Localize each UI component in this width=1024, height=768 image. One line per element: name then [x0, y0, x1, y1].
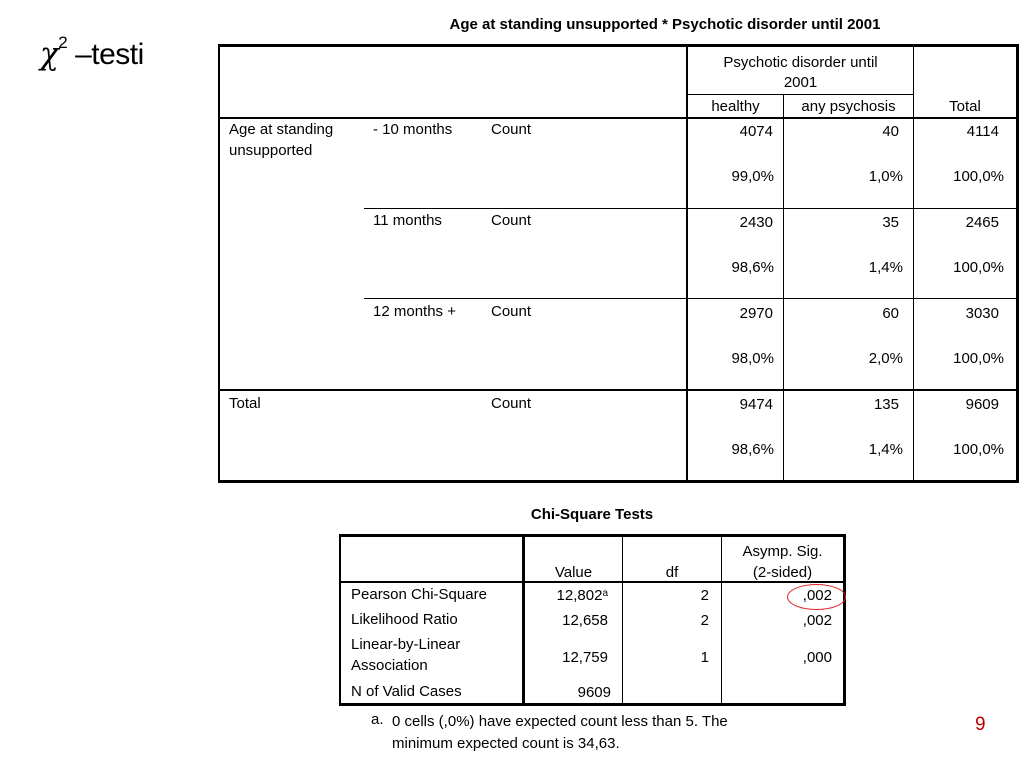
- cell-count-psychosis: 40: [882, 123, 899, 140]
- test-label-line2: Association: [351, 657, 428, 674]
- row-variable-label-line2: unsupported: [229, 142, 313, 159]
- cell-count-healthy: 4074: [739, 123, 773, 140]
- row-stat: Count: [491, 303, 532, 320]
- test-label: Pearson Chi-Square: [351, 586, 487, 603]
- test-sig: ,002: [802, 587, 832, 604]
- col-header-sig-line2: (2-sided): [752, 564, 813, 581]
- group-header-line2: 2001: [783, 74, 818, 91]
- cell-count-psychosis: 60: [882, 305, 899, 322]
- row-stat: Count: [491, 121, 532, 138]
- col-header-healthy: healthy: [711, 98, 760, 115]
- footnote-line1: 0 cells (,0%) have expected count less than 5. The: [392, 713, 728, 730]
- total-pct-psychosis: 1,4%: [868, 441, 903, 458]
- cell-count-total: 2465: [965, 214, 999, 231]
- cell-pct-healthy: 98,0%: [731, 350, 774, 367]
- col-header-df: df: [665, 564, 679, 581]
- row-variable-label-line1: Age at standing: [229, 121, 334, 138]
- title-text: –testi: [67, 38, 144, 71]
- cell-pct-healthy: 99,0%: [731, 168, 774, 185]
- cell-pct-total: 100,0%: [953, 259, 1004, 276]
- highlight-circle: [787, 584, 846, 610]
- cell-pct-healthy: 98,6%: [731, 259, 774, 276]
- test-value: 12,658: [562, 612, 608, 629]
- test-label: N of Valid Cases: [351, 683, 462, 700]
- row-stat: Count: [491, 212, 532, 229]
- footnote-line2: minimum expected count is 34,63.: [392, 735, 620, 752]
- crosstab-caption: Age at standing unsupported * Psychotic disorder until 2001: [449, 16, 881, 33]
- row-label: 12 months +: [373, 303, 456, 320]
- group-header-line1: Psychotic disorder until: [723, 54, 878, 71]
- cell-count-psychosis: 35: [882, 214, 899, 231]
- cell-pct-psychosis: 1,4%: [868, 259, 903, 276]
- test-label-line1: Linear-by-Linear: [351, 636, 461, 653]
- total-count-healthy: 9474: [739, 396, 773, 413]
- row-label: 11 months: [373, 212, 442, 229]
- footnote-marker: a.: [371, 711, 384, 728]
- cell-count-total: 4114: [966, 123, 999, 140]
- col-header-psychosis: any psychosis: [801, 98, 896, 115]
- page-number: 9: [975, 714, 986, 735]
- col-header-value: Value: [554, 564, 593, 581]
- row-label: - 10 months: [373, 121, 453, 138]
- cell-count-healthy: 2970: [739, 305, 773, 322]
- total-row-label: Total: [229, 395, 261, 412]
- total-count-psychosis: 135: [873, 396, 899, 413]
- cell-pct-psychosis: 2,0%: [868, 350, 903, 367]
- cell-pct-psychosis: 1,0%: [868, 168, 903, 185]
- title-superscript: 2: [58, 33, 68, 52]
- test-sig: ,000: [802, 649, 832, 666]
- chi-symbol: χ: [40, 36, 59, 72]
- total-pct-healthy: 98,6%: [731, 441, 774, 458]
- cell-pct-total: 100,0%: [953, 168, 1004, 185]
- test-df: 1: [700, 649, 709, 666]
- test-df: 2: [700, 612, 709, 629]
- col-header-sig-line1: Asymp. Sig.: [742, 543, 823, 560]
- total-row-stat: Count: [491, 395, 532, 412]
- cell-count-total: 3030: [965, 305, 999, 322]
- footnote-ref: a: [602, 588, 608, 599]
- test-label: Likelihood Ratio: [351, 611, 458, 628]
- total-count-total: 9609: [965, 396, 999, 413]
- cell-count-healthy: 2430: [739, 214, 773, 231]
- slide-title: [40, 33, 144, 72]
- cell-pct-total: 100,0%: [953, 350, 1004, 367]
- test-value: 12,759: [562, 649, 608, 666]
- col-header-total: Total: [949, 98, 981, 115]
- total-pct-total: 100,0%: [953, 441, 1004, 458]
- test-value: 12,802$^a$: [556, 587, 608, 604]
- test-df: 2: [700, 587, 709, 604]
- test-sig: ,002: [802, 612, 832, 629]
- test-value: 9609: [577, 684, 611, 701]
- chisq-caption: Chi-Square Tests: [530, 506, 654, 523]
